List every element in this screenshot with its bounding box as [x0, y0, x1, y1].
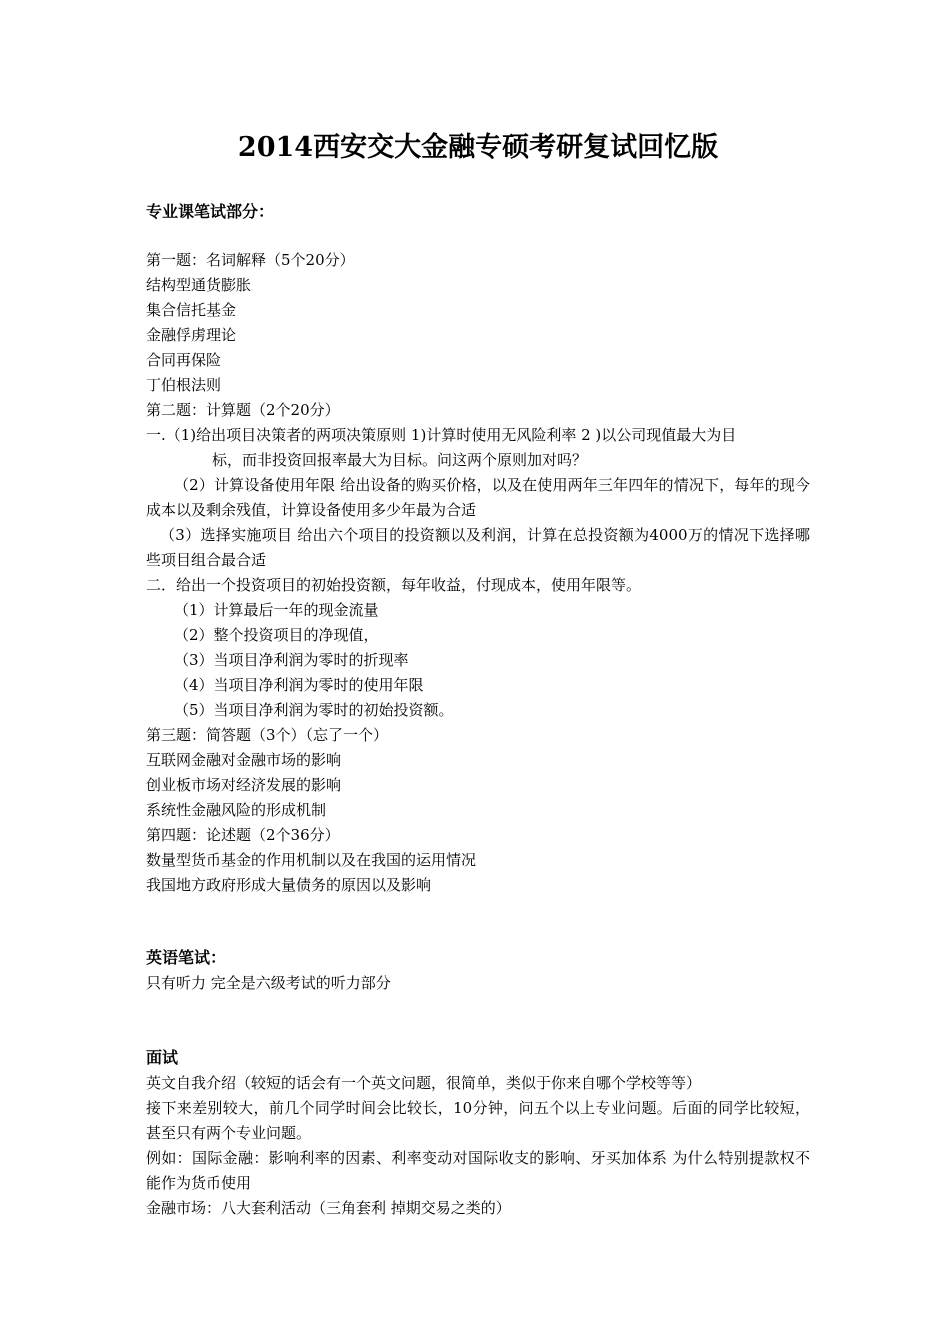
document-title: 2014西安交大金融专硕考研复试回忆版 — [237, 132, 719, 163]
q1-item: 丁伯根法则 — [146, 376, 222, 394]
written-section-heading: 专业课笔试部分： — [146, 202, 275, 221]
q2-part2-item: （3）当项目净利润为零时的折现率 — [174, 651, 409, 669]
q1-title: 第一题：名词解释（5个20分） — [146, 251, 355, 269]
q3-item: 互联网金融对金融市场的影响 — [146, 751, 342, 769]
q3-title: 第三题：简答题（3个）（忘了一个） — [146, 726, 389, 744]
q2-part1-item2: （2）计算设备使用年限 给出设备的购买价格，以及在使用两年三年四年的情况下，每年的现今成本以及剩余残值，计算设备使用多少年最为合适 — [146, 476, 810, 519]
q2-part2-title: 二．给出一个投资项目的初始投资额，每年收益，付现成本，使用年限等。 — [146, 576, 642, 594]
q4-item: 我国地方政府形成大量债务的原因以及影响 — [146, 876, 432, 894]
q2-part1-line2: 标，而非投资回报率最大为目标。问这两个原则加对吗？ — [212, 451, 588, 469]
interview-paragraph: 英文自我介绍（较短的话会有一个英文问题，很简单，类似于你来自哪个学校等等） — [146, 1074, 702, 1092]
q2-part2-item: （4）当项目净利润为零时的使用年限 — [174, 676, 424, 694]
interview-paragraph: 例如：国际金融：影响利率的因素、利率变动对国际收支的影响、牙买加体系 为什么特别提款权不能作为货币使用 — [146, 1149, 810, 1192]
q2-part2-item: （5）当项目净利润为零时的初始投资额。 — [174, 701, 454, 719]
interview-paragraph: 金融市场：八大套利活动（三角套利 掉期交易之类的） — [146, 1199, 511, 1217]
english-section-text: 只有听力 完全是六级考试的听力部分 — [146, 974, 391, 992]
q1-item: 集合信托基金 — [146, 301, 237, 319]
q4-item: 数量型货币基金的作用机制以及在我国的运用情况 — [146, 851, 477, 869]
q2-part2-item: （2）整个投资项目的净现值， — [174, 626, 379, 644]
interview-paragraph: 接下来差别较大，前几个同学时间会比较长，10分钟，问五个以上专业问题。后面的同学比较短，甚至只有两个专业问题。 — [146, 1099, 810, 1142]
q2-title: 第二题：计算题（2个20分） — [146, 401, 340, 419]
q1-item: 合同再保险 — [146, 351, 222, 369]
q3-item: 系统性金融风险的形成机制 — [146, 801, 327, 819]
q3-item: 创业板市场对经济发展的影响 — [146, 776, 342, 794]
english-section-heading: 英语笔试： — [146, 948, 227, 967]
interview-section-heading: 面试 — [146, 1048, 179, 1067]
q4-title: 第四题：论述题（2个36分） — [146, 826, 340, 844]
q2-part2-item: （1）计算最后一年的现金流量 — [174, 601, 379, 619]
q1-item: 金融俘虏理论 — [146, 326, 237, 344]
q1-item: 结构型通货膨胀 — [146, 276, 252, 294]
q2-part1-line1: 一.（1)给出项目决策者的两项决策原则 1)计算时使用无风险利率 2 )以公司现值最大为目 — [146, 426, 737, 444]
q2-part1-item3: （3）选择实施项目 给出六个项目的投资额以及利润，计算在总投资额为4000万的情况下选择哪些项目组合最合适 — [146, 526, 810, 569]
